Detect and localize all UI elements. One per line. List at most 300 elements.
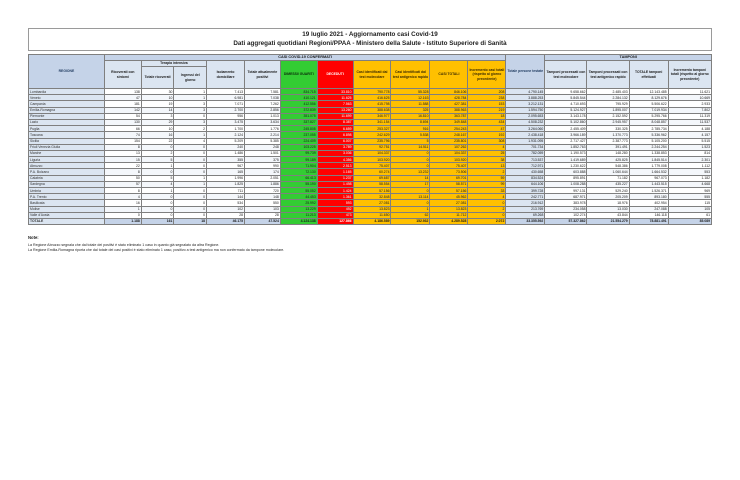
cell-positivi: 2.051: [245, 175, 281, 181]
cell-persone-testate: 399.728: [506, 188, 545, 194]
cell-ti-totale: 5: [141, 175, 174, 181]
cell-regione: Liguria: [29, 157, 105, 163]
cell-tamponi-molecolare: 5.124.927: [545, 107, 587, 113]
cell-tamponi-totale: 1.664.532: [629, 169, 668, 175]
cell-tamponi-totale: 893.180: [629, 194, 668, 200]
cell-casi-totali: 57.156: [430, 188, 468, 194]
cell-dimessi: 237.055: [280, 132, 317, 138]
cell-casi-antigenico: 152.932: [391, 218, 430, 224]
notes-title: Note:: [28, 235, 39, 241]
report-title: 19 luglio 2021 - Aggiornamento casi Covid-19: [302, 31, 438, 38]
cell-isolamento: 7.413: [207, 89, 245, 95]
cell-ti-totale: 16: [141, 132, 174, 138]
header-ricoverati: Ricoverati con sintomi: [104, 61, 141, 89]
cell-casi-antigenico: 0: [391, 150, 430, 156]
cell-casi-molecolare: 415.798: [353, 101, 391, 107]
cell-isolamento: 1.996: [207, 175, 245, 181]
cell-persone-testate: 782.059: [506, 150, 545, 156]
cell-deceduti: 11.625: [317, 95, 353, 101]
cell-positivi: 7.262: [245, 101, 281, 107]
cell-ricoverati: 138: [104, 89, 141, 95]
cell-casi-molecolare: 235.796: [353, 138, 391, 144]
cell-tamponi-molecolare: 3.966.189: [545, 132, 587, 138]
cell-persone-testate: 430.658: [506, 169, 545, 175]
cell-incremento-casi: 99: [468, 181, 506, 187]
title-box: [28, 28, 712, 51]
cell-tamponi-antigenico: 71.182: [587, 175, 629, 181]
cell-incremento-tamponi: 1.112: [668, 163, 711, 169]
note-line-1: La Regione Abruzzo segnala che dal totale dei positivi è stato eliminato 1 caso in quanto già segnalato da altra Regione.: [28, 243, 220, 248]
cell-dimessi: 55.052: [280, 188, 317, 194]
cell-deceduti: 1.361: [317, 194, 353, 200]
cell-casi-molecolare: 253.327: [353, 126, 391, 132]
cell-dimessi: 224.409: [280, 138, 317, 144]
cell-ti-totale: 0: [141, 144, 174, 150]
cell-casi-totali: 13.823: [430, 206, 468, 212]
cell-tamponi-antigenico: 205.209: [587, 194, 629, 200]
cell-persone-testate: 2.095.653: [506, 113, 545, 119]
cell-casi-totali: 248.167: [430, 132, 468, 138]
cell-regione: Umbria: [29, 188, 105, 194]
cell-tamponi-totale: 146.118: [629, 212, 668, 218]
header-positivi: Totale attualmente positivi: [245, 61, 281, 89]
cell-tamponi-molecolare: 1.852.763: [545, 144, 587, 150]
cell-isolamento: 46.175: [207, 218, 245, 224]
cell-incremento-casi: 434: [468, 119, 506, 125]
cell-dimessi: 99.739: [280, 150, 317, 156]
cell-dimessi: 66.413: [280, 175, 317, 181]
cell-positivi: 148: [245, 194, 281, 200]
cell-ricoverati: 15: [104, 157, 141, 163]
cell-isolamento: 3.475: [207, 119, 245, 125]
cell-ti-ingressi: 0: [174, 194, 207, 200]
cell-casi-antigenico: 5.538: [391, 132, 430, 138]
cell-deceduti: 4.356: [317, 157, 353, 163]
cell-casi-molecolare: 790.778: [353, 89, 391, 95]
cell-tamponi-molecolare: 5.102.860: [545, 119, 587, 125]
cell-dimessi: 4.124.138: [280, 218, 317, 224]
cell-ricoverati: 50: [104, 175, 141, 181]
cell-regione: Emilia-Romagna: [29, 107, 105, 113]
cell-deceduti: 13.260: [317, 107, 353, 113]
cell-casi-antigenico: 13.114: [391, 194, 430, 200]
cell-positivi: 1.013: [245, 113, 281, 119]
header-regione: REGIONE: [29, 55, 105, 89]
cell-deceduti: 1.237: [317, 175, 353, 181]
cell-casi-antigenico: 1: [391, 206, 430, 212]
cell-isolamento: 102: [207, 206, 245, 212]
cell-isolamento: 165: [207, 169, 245, 175]
cell-incremento-casi: 2: [468, 169, 506, 175]
cell-regione: Molise: [29, 206, 105, 212]
cell-incremento-casi: 308: [468, 138, 506, 144]
cell-ti-ingressi: 4: [174, 138, 207, 144]
cell-ti-totale: 0: [141, 194, 174, 200]
cell-tamponi-molecolare: 895.891: [545, 175, 587, 181]
cell-casi-molecolare: 60.274: [353, 169, 391, 175]
cell-isolamento: 144: [207, 194, 245, 200]
cell-persone-testate: 2.438.418: [506, 132, 545, 138]
cell-ti-ingressi: 0: [174, 212, 207, 218]
cell-deceduti: 6.659: [317, 126, 353, 132]
cell-ti-ingressi: 0: [174, 157, 207, 163]
cell-tamponi-molecolare: 1.419.689: [545, 157, 587, 163]
cell-dimessi: 372.839: [280, 107, 317, 113]
cell-deceduti: 3.789: [317, 144, 353, 150]
cell-tamponi-antigenico: 2.945.957: [587, 119, 629, 125]
cell-isolamento: 355: [207, 157, 245, 163]
cell-casi-totali: 363.787: [430, 113, 468, 119]
cell-positivi: 1.776: [245, 126, 281, 132]
cell-ti-ingressi: 0: [174, 113, 207, 119]
cell-deceduti: 473: [317, 212, 353, 218]
cell-tamponi-totale: 78.881.491: [629, 218, 668, 224]
cell-ricoverati: 74: [104, 132, 141, 138]
cell-incremento-casi: 2: [468, 206, 506, 212]
cell-incremento-tamponi: 105: [668, 206, 711, 212]
cell-tamponi-antigenico: 2.284.132: [587, 95, 629, 101]
cell-deceduti: 492: [317, 206, 353, 212]
cell-ti-ingressi: 1: [174, 132, 207, 138]
header-tamponi-antigenico: Tamponi processati con test antigenico rapido: [587, 61, 629, 89]
cell-ricoverati: 1: [104, 206, 141, 212]
cell-ti-totale: 10: [141, 95, 174, 101]
cell-casi-totali: 58.571: [430, 181, 468, 187]
cell-ti-ingressi: 0: [174, 206, 207, 212]
cell-positivi: 1.501: [245, 150, 281, 156]
cell-ti-ingressi: 1: [174, 181, 207, 187]
section-casi-confermati: CASI COVID-19 CONFERMATI: [104, 55, 505, 61]
cell-tamponi-molecolare: 687.971: [545, 194, 587, 200]
cell-dimessi: 11.213: [280, 212, 317, 218]
cell-casi-antigenico: 12.163: [391, 95, 430, 101]
cell-casi-molecolare: 92.751: [353, 144, 391, 150]
cell-regione: Calabria: [29, 175, 105, 181]
cell-regione: Lazio: [29, 119, 105, 125]
header-casi-molecolare: Casi identificati dal test molecolare: [353, 61, 391, 89]
cell-regione: Valle d'Aosta: [29, 212, 105, 218]
cell-casi-antigenico: 55.328: [391, 89, 430, 95]
cell-isolamento: 7.071: [207, 101, 245, 107]
cell-casi-totali: 45.962: [430, 194, 468, 200]
cell-casi-molecolare: 346.977: [353, 113, 391, 119]
cell-casi-totali: 427.381: [430, 101, 468, 107]
cell-persone-testate: 3.888.253: [506, 95, 545, 101]
cell-persone-testate: 69.268: [506, 212, 545, 218]
cell-dimessi: 351.075: [280, 113, 317, 119]
cell-incremento-tamponi: 2.933: [668, 101, 711, 107]
cell-casi-antigenico: 0: [391, 200, 430, 206]
cell-regione: Campania: [29, 101, 105, 107]
cell-casi-antigenico: 16.810: [391, 113, 430, 119]
cell-incremento-casi: 38: [468, 157, 506, 163]
cell-deceduti: 33.810: [317, 89, 353, 95]
header-deceduti: DECEDUTI: [317, 61, 353, 89]
cell-casi-molecolare: 341.154: [353, 119, 391, 125]
cell-ricoverati: 8: [104, 144, 141, 150]
cell-isolamento: 711: [207, 188, 245, 194]
cell-positivi: 2.214: [245, 132, 281, 138]
cell-regione: Marche: [29, 150, 105, 156]
cell-casi-molecolare: 242.629: [353, 132, 391, 138]
cell-tamponi-totale: 5.105.200: [629, 138, 668, 144]
cell-tamponi-totale: 402.954: [629, 200, 668, 206]
cell-ricoverati: 1.188: [104, 218, 141, 224]
cell-casi-molecolare: 69.687: [353, 175, 391, 181]
cell-incremento-casi: 18: [468, 113, 506, 119]
cell-casi-antigenico: 17: [391, 181, 430, 187]
cell-casi-totali: 11.712: [430, 212, 468, 218]
cell-tamponi-antigenico: 2.152.592: [587, 113, 629, 119]
cell-incremento-tamponi: 4.188: [668, 126, 711, 132]
cell-ti-ingressi: 0: [174, 163, 207, 169]
cell-tamponi-molecolare: 1.230.622: [545, 163, 587, 169]
cell-tamponi-molecolare: 603.888: [545, 169, 587, 175]
cell-ti-ingressi: 3: [174, 119, 207, 125]
cell-ti-totale: 14: [141, 107, 174, 113]
header-tamponi-molecolare: Tamponi processati con test molecolare: [545, 61, 587, 89]
cell-regione: Piemonte: [29, 113, 105, 119]
cell-tamponi-totale: 8.048.857: [629, 119, 668, 125]
cell-ti-totale: 29: [141, 119, 174, 125]
cell-ti-totale: 10: [141, 126, 174, 132]
cell-ti-ingressi: 3: [174, 101, 207, 107]
cell-tamponi-totale: 2.785.734: [629, 126, 668, 132]
cell-incremento-casi: 33: [468, 188, 506, 194]
cell-casi-totali: 103.920: [430, 157, 468, 163]
cell-ti-totale: 0: [141, 212, 174, 218]
cell-tamponi-totale: 7.019.934: [629, 107, 668, 113]
cell-ricoverati: 13: [104, 150, 141, 156]
cell-casi-molecolare: 104.337: [353, 150, 391, 156]
cell-positivi: 248: [245, 144, 281, 150]
cell-dimessi: 834.715: [280, 89, 317, 95]
cell-tamponi-antigenico: 2.387.773: [587, 138, 629, 144]
cell-isolamento: 6.981: [207, 95, 245, 101]
cell-incremento-tamponi: 969: [668, 188, 711, 194]
cell-incremento-tamponi: 4.668: [668, 181, 711, 187]
cell-ricoverati: 154: [104, 138, 141, 144]
table-body: [29, 89, 712, 225]
cell-ti-totale: 5: [141, 157, 174, 163]
cell-ti-ingressi: 0: [174, 144, 207, 150]
cell-incremento-tamponi: 11.319: [668, 113, 711, 119]
header-dimessi: DIMESSI/ GUARITI: [280, 61, 317, 89]
cell-dimessi: 55.190: [280, 181, 317, 187]
report-page: [28, 28, 712, 253]
cell-incremento-casi: 153: [468, 101, 506, 107]
cell-casi-totali: 73.506: [430, 169, 468, 175]
cell-casi-molecolare: 75.407: [353, 163, 391, 169]
cell-casi-molecolare: 57.156: [353, 188, 391, 194]
cell-ti-ingressi: 18: [174, 218, 207, 224]
cell-casi-antigenico: 5: [391, 138, 430, 144]
header-casi-totali: CASI TOTALI: [430, 61, 468, 89]
cell-tamponi-totale: 5.506.622: [629, 101, 668, 107]
cell-dimessi: 25.992: [280, 200, 317, 206]
cell-casi-molecolare: 388.638: [353, 107, 391, 113]
cell-isolamento: 1.486: [207, 150, 245, 156]
cell-tamponi-antigenico: 391.491: [587, 144, 629, 150]
cell-incremento-tamponi: 555: [668, 194, 711, 200]
cell-ricoverati: 8: [104, 169, 141, 175]
cell-tamponi-totale: 5.295.766: [629, 113, 668, 119]
cell-tamponi-totale: 1.526.371: [629, 188, 668, 194]
cell-ti-ingressi: 3: [174, 107, 207, 113]
cell-tamponi-molecolare: 234.058: [545, 206, 587, 212]
cell-isolamento: 2.124: [207, 132, 245, 138]
cell-persone-testate: 216.912: [506, 200, 545, 206]
cell-positivi: 7.038: [245, 95, 281, 101]
cell-persone-testate: 701.734: [506, 144, 545, 150]
cell-incremento-tamponi: 10.669: [668, 95, 711, 101]
cell-casi-totali: 349.848: [430, 119, 468, 125]
cell-tamponi-antigenico: 13.030: [587, 206, 629, 212]
cell-tamponi-totale: 1.443.515: [629, 181, 668, 187]
cell-casi-molecolare: 4.186.589: [353, 218, 391, 224]
cell-casi-antigenico: 8.694: [391, 119, 430, 125]
cell-regione: Abruzzo: [29, 163, 105, 169]
cell-deceduti: 11.699: [317, 113, 353, 119]
cell-ricoverati: 16: [104, 200, 141, 206]
cell-incremento-tamponi: 4.157: [668, 132, 711, 138]
cell-persone-testate: 1.594.750: [506, 107, 545, 113]
cell-tamponi-molecolare: 3.143.178: [545, 113, 587, 119]
cell-incremento-casi: 208: [468, 89, 506, 95]
cell-ricoverati: 22: [104, 163, 141, 169]
cell-ti-ingressi: 1: [174, 175, 207, 181]
cell-isolamento: 1.700: [207, 126, 245, 132]
cell-incremento-casi: 238: [468, 95, 506, 101]
cell-casi-totali: 254.243: [430, 126, 468, 132]
cell-regione: Puglia: [29, 126, 105, 132]
cell-tamponi-totale: 1.779.008: [629, 163, 668, 169]
notes-section: [28, 235, 712, 253]
cell-ti-totale: 0: [141, 200, 174, 206]
cell-tamponi-antigenico: 1.895.007: [587, 107, 629, 113]
cell-deceduti: 1.165: [317, 169, 353, 175]
cell-ti-totale: 19: [141, 101, 174, 107]
cell-tamponi-antigenico: 435.227: [587, 181, 629, 187]
cell-tamponi-molecolare: 1.190.573: [545, 150, 587, 156]
cell-casi-antigenico: 916: [391, 126, 430, 132]
cell-regione: Lombardia: [29, 89, 105, 95]
cell-isolamento: 956: [207, 113, 245, 119]
cell-tamponi-totale: 247.088: [629, 206, 668, 212]
cell-ricoverati: 47: [104, 95, 141, 101]
cell-deceduti: 6.898: [317, 132, 353, 138]
cell-positivi: 550: [245, 200, 281, 206]
cell-ti-totale: 2: [141, 150, 174, 156]
cell-regione: Toscana: [29, 132, 105, 138]
cell-casi-totali: 388.963: [430, 107, 468, 113]
cell-incremento-casi: 47: [468, 126, 506, 132]
cell-deceduti: 593: [317, 200, 353, 206]
cell-ti-totale: 1: [141, 188, 174, 194]
note-line-2: La Regione Emilia-Romagna riporta che dal totale dei casi positivi è stato eliminato 1 caso, positivo a test antigenico ma non confermato da tampone molecolare.: [28, 248, 285, 253]
cell-isolamento: 534: [207, 200, 245, 206]
cell-tamponi-totale: 1.845.514: [629, 157, 668, 163]
cell-deceduti: 3.036: [317, 150, 353, 156]
cell-isolamento: 2.700: [207, 107, 245, 113]
cell-dimessi: 71.904: [280, 163, 317, 169]
cell-dimessi: 412.556: [280, 101, 317, 107]
cell-tamponi-molecolare: 2.717.427: [545, 138, 587, 144]
covid-data-table: [28, 54, 712, 225]
cell-casi-totali: 428.784: [430, 95, 468, 101]
cell-ricoverati: 8: [104, 188, 141, 194]
cell-ti-totale: 0: [141, 169, 174, 175]
cell-ti-ingressi: 0: [174, 150, 207, 156]
cell-casi-antigenico: 11.588: [391, 101, 430, 107]
cell-incremento-tamponi: 2.301: [668, 157, 711, 163]
cell-ti-totale: 30: [141, 89, 174, 95]
cell-casi-molecolare: 103.920: [353, 157, 391, 163]
cell-incremento-tamponi: 814: [668, 150, 711, 156]
cell-ti-ingressi: 1: [174, 89, 207, 95]
report-subtitle: Dati aggregati quotidiani Regioni/PPAA - Ministero della Salute - Istituto Superiore di Sanità: [233, 40, 507, 47]
cell-tamponi-antigenico: 148.280: [587, 150, 629, 156]
cell-isolamento: 967: [207, 163, 245, 169]
cell-ti-totale: 161: [141, 218, 174, 224]
header-incremento-tamponi: Incremento tamponi totali (rispetto al giorno precedente): [668, 61, 711, 89]
cell-incremento-tamponi: 5.515: [668, 138, 711, 144]
cell-positivi: 990: [245, 163, 281, 169]
cell-tamponi-antigenico: 425.825: [587, 157, 629, 163]
cell-persone-testate: 644.106: [506, 181, 545, 187]
cell-casi-totali: 846.106: [430, 89, 468, 95]
cell-incremento-casi: 4: [468, 144, 506, 150]
cell-incremento-casi: 219: [468, 107, 506, 113]
cell-tamponi-antigenico: 18.976: [587, 200, 629, 206]
cell-dimessi: 410.121: [280, 95, 317, 101]
cell-regione: Veneto: [29, 95, 105, 101]
cell-isolamento: 28: [207, 212, 245, 218]
cell-incremento-casi: 0: [468, 200, 506, 206]
cell-persone-testate: 33.355.592: [506, 218, 545, 224]
cell-persone-testate: 3.264.060: [506, 126, 545, 132]
cell-isolamento: 240: [207, 144, 245, 150]
cell-incremento-casi: 59: [468, 175, 506, 181]
cell-positivi: 720: [245, 188, 281, 194]
cell-incremento-casi: 4: [468, 194, 506, 200]
cell-positivi: 7.581: [245, 89, 281, 95]
cell-casi-totali: 107.262: [430, 144, 468, 150]
section-terapia-intensiva: Terapia intensiva: [141, 61, 206, 67]
cell-casi-totali: 27.081: [430, 200, 468, 206]
cell-positivi: 5.385: [245, 138, 281, 144]
cell-positivi: 375: [245, 157, 281, 163]
cell-ti-totale: 4: [141, 181, 174, 187]
cell-persone-testate: 242.771: [506, 194, 545, 200]
cell-casi-antigenico: 62: [391, 212, 430, 218]
cell-casi-antigenico: 0: [391, 188, 430, 194]
cell-tamponi-antigenico: 529.240: [587, 188, 629, 194]
cell-deceduti: 127.866: [317, 218, 353, 224]
cell-casi-antigenico: 325: [391, 107, 430, 113]
cell-ti-ingressi: 2: [174, 126, 207, 132]
cell-casi-molecolare: 11.650: [353, 212, 391, 218]
cell-casi-molecolare: 27.081: [353, 200, 391, 206]
cell-tamponi-molecolare: 383.978: [545, 200, 587, 206]
cell-incremento-casi: 25: [468, 150, 506, 156]
cell-regione: P.A. Bolzano: [29, 169, 105, 175]
cell-ti-ingressi: 0: [174, 200, 207, 206]
cell-ti-totale: 22: [141, 138, 174, 144]
cell-casi-molecolare: 32.848: [353, 194, 391, 200]
cell-casi-molecolare: 13.823: [353, 206, 391, 212]
cell-tamponi-antigenico: 795.929: [587, 101, 629, 107]
